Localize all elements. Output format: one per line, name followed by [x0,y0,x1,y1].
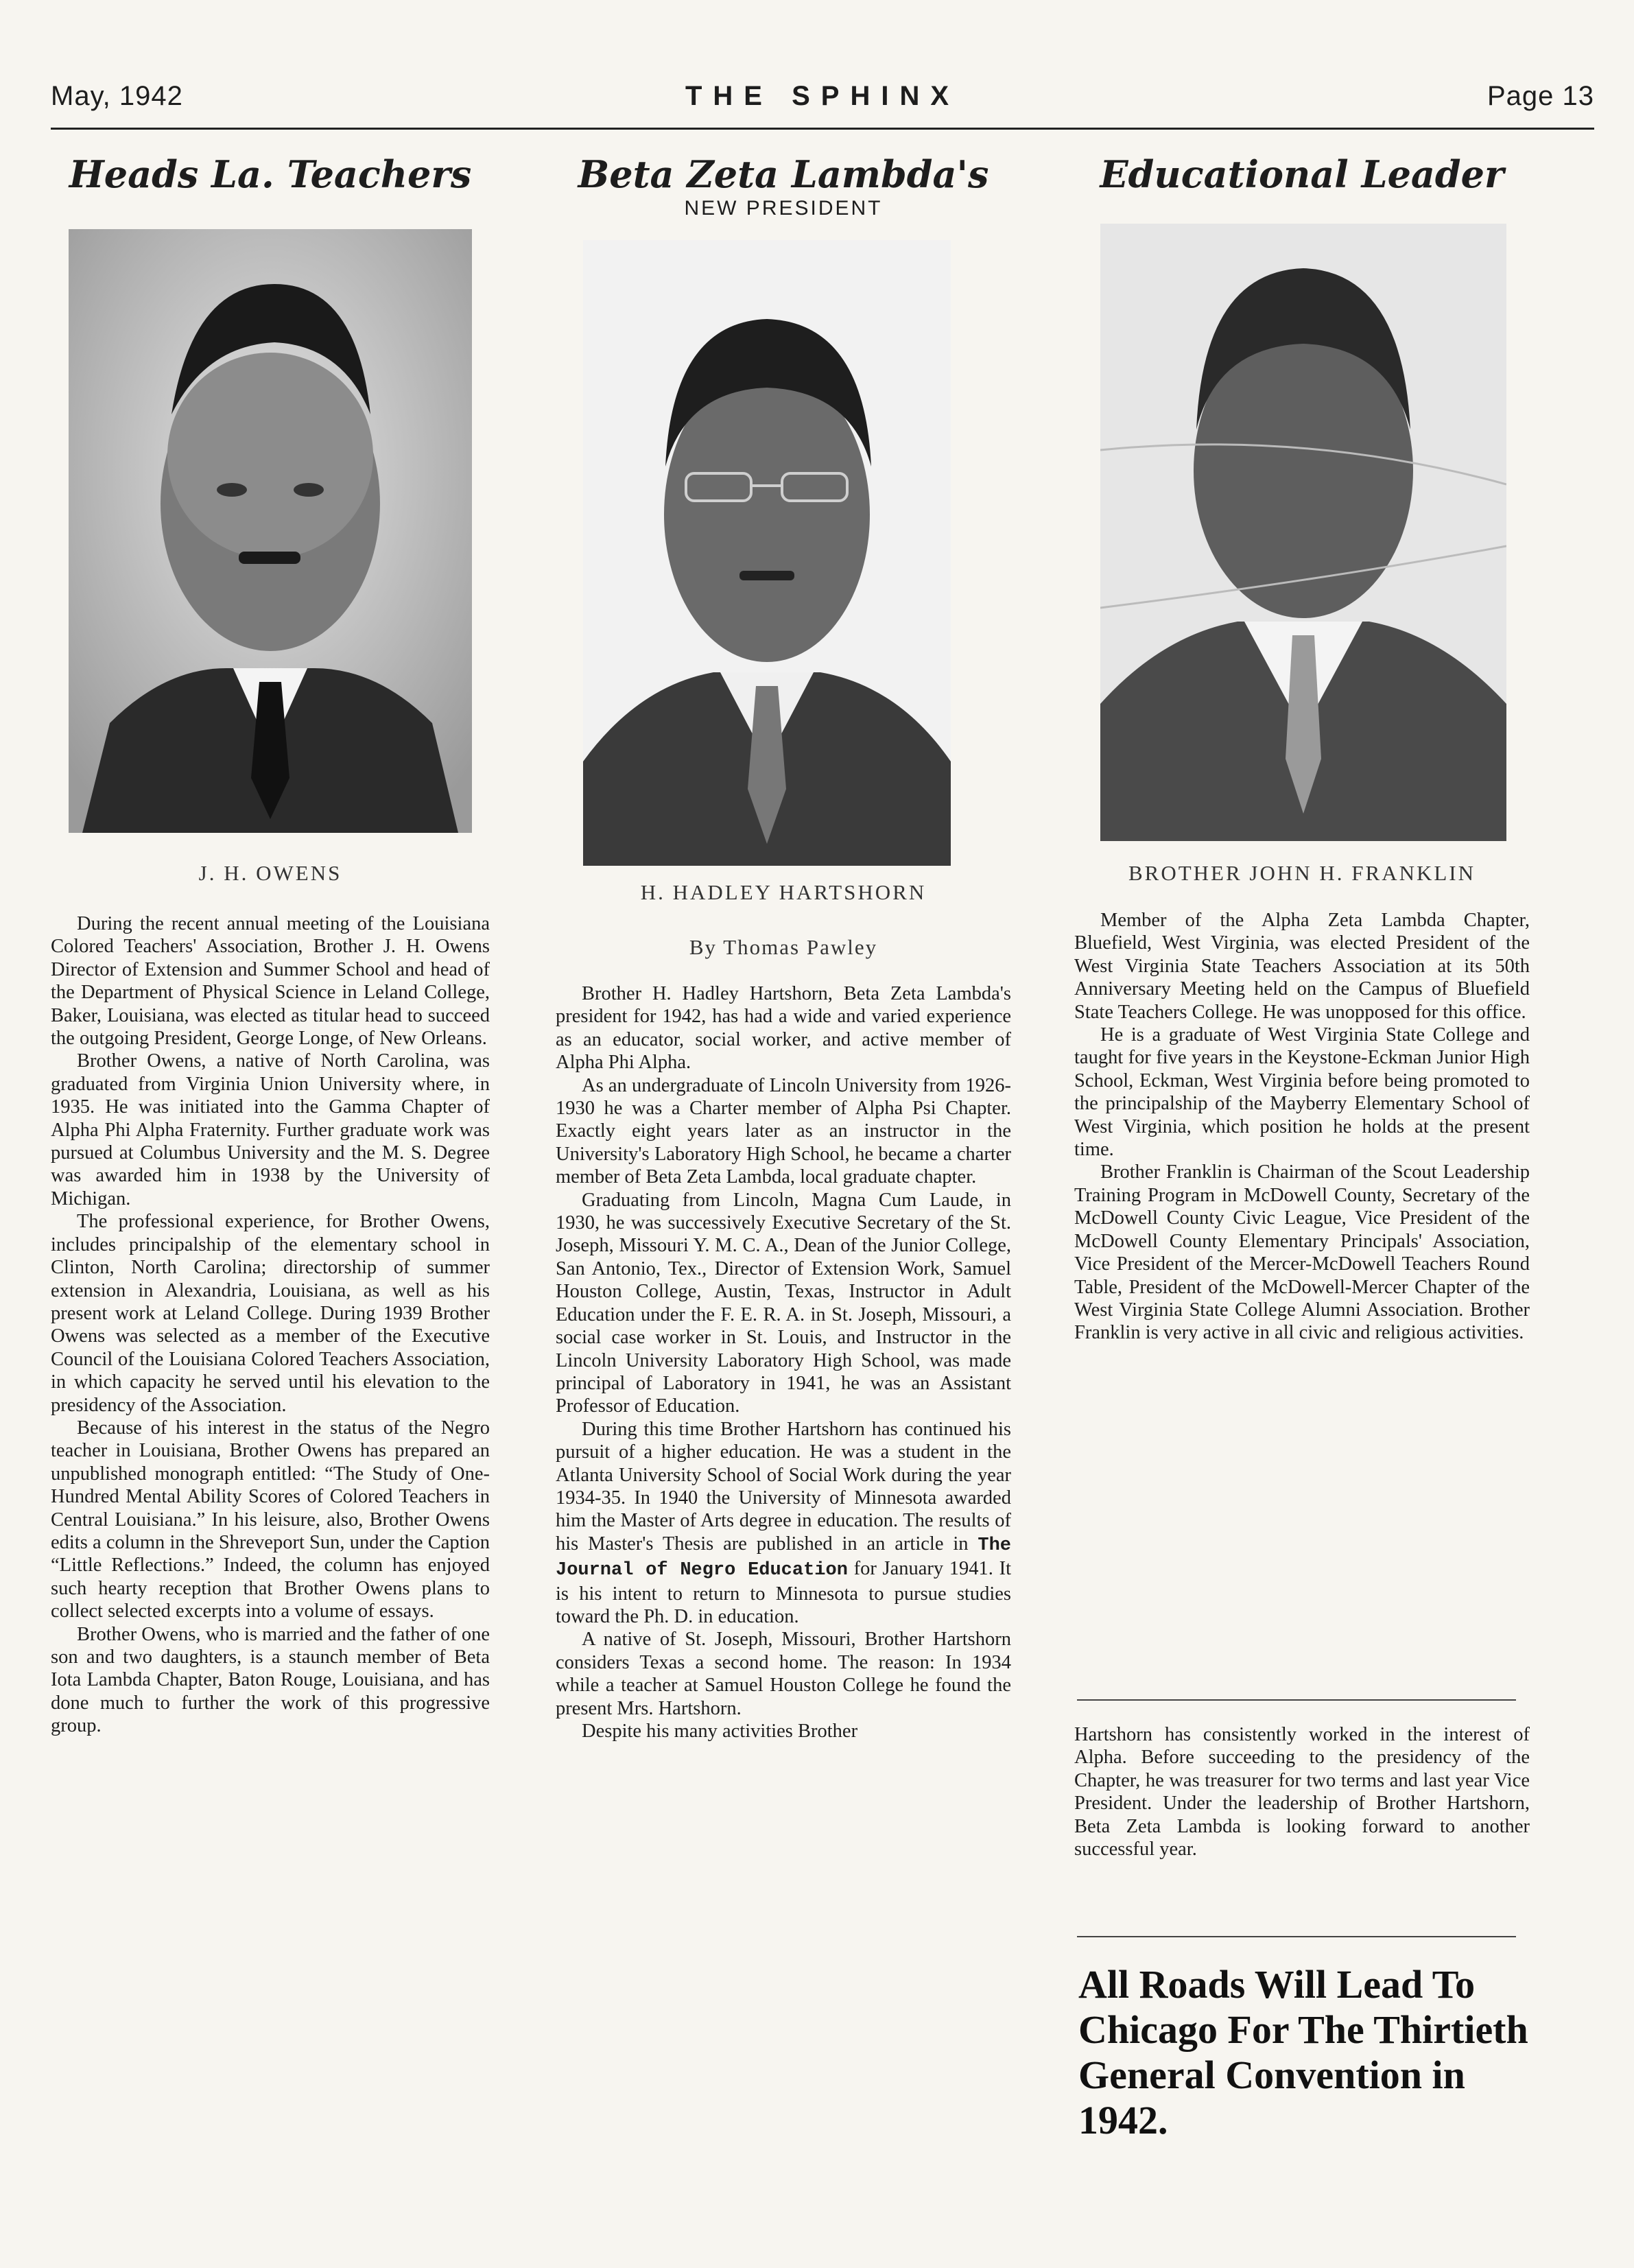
journal-title: The Journal of Negro Education [556,1535,1011,1581]
running-head [51,81,1594,125]
header-rule [51,128,1594,130]
magazine-title: THE SPHINX [685,81,960,111]
divider [1077,1699,1516,1701]
paragraph: During the recent annual meeting of the Louisiana Colored Teachers' Association, Brother J. H. Owens Director of Extension and Summer School and head of the Department of Physical Science in Leland College, Baker, Louisiana, was elected as titular head to succeed the outgoing President, George Longe, of New Orleans. [51,913,490,1050]
paragraph: Despite his many activities Brother [582,1721,858,1742]
headline-owens: Heads La. Teachers [69,152,472,196]
portrait-hartshorn [583,240,951,866]
article-hartshorn [556,137,1011,221]
text: During this time Brother Hartshorn has continued his pursuit of a higher education. He was a student in the Atlanta University School of Social Work during the year 1934-35. In 1940 the University of Minnesota awarded him the Master of Arts degree in education. The results of his Master's Thesis are published in an article in [556,1418,1011,1555]
paragraph: Member of the Alpha Zeta Lambda Chapter, Bluefield, West Virginia, was elected President of the West Virginia State Teachers Association at its 50th Anniversary Meeting held on the Campus of Bluefield State Teachers College. He was unopposed for this office. [1074,910,1530,1023]
body-owens [51,912,490,1738]
caption-hartshorn: H. HADLEY HARTSHORN [640,880,927,904]
text: for January 1941. It is his intent to return to Minnesota to pursue studies toward the Ph. D. in education. [556,1558,1011,1627]
paragraph: Because of his interest in the status of the Negro teacher in Louisiana, Brother Owens has prepared an unpublished monograph entitled: “The Study of One-Hundred Mental Ability Scores of Colored Teachers in Central Louisiana.” In his leisure, also, Brother Owens edits a column in the Shreveport Sun, under the Caption “Little Reflections.” Indeed, the column has enjoyed such hearty reception that Brother Owens plans to collect selected excerpts into a volume of essays. [51,1417,490,1622]
caption-owens: J. H. OWENS [198,861,342,885]
convention-promo: All Roads Will Lead To Chicago For The Thirtieth General Convention in 1942. [1078,1962,1528,2142]
divider [1077,1936,1516,1937]
headline-franklin: Educational Leader [1100,152,1504,196]
article-owens [51,137,490,196]
paragraph: Brother Owens, a native of North Carolina, was graduated from Virginia Union University where, in 1935. He was initiated into the Gamma Chapter of Alpha Phi Alpha Fraternity. Further graduate work was pursued at Columbus University and the M. S. Degree was awarded him in 1938 by the University of Michigan. [51,1050,490,1209]
paragraph: A native of St. Joseph, Missouri, Brother Hartshorn considers Texas a second home. The reason: In 1934 while a teacher at Samuel Houston College he found the present Mrs. Hartshorn. [556,1629,1011,1719]
paragraph: The professional experience, for Brother Owens, includes principalship of the elementary school in Clinton, North Carolina; directorship of summer extension in Alexandria, Louisiana, as well as his present work at Leland College. During 1939 Brother Owens was selected as a member of the Executive Council of the Louisiana Colored Teachers Association, in which capacity he served until his elevation to the presidency of the Association. [51,1211,490,1416]
issue-date: May, 1942 [51,81,183,111]
continuation-hartshorn [1074,1723,1530,1861]
paragraph: Brother H. Hadley Hartshorn, Beta Zeta Lambda's president for 1942, has had a wide and varied experience as an educator, social worker, and active member of Alpha Phi Alpha. [556,983,1011,1074]
paragraph: Hartshorn has consistently worked in the interest of Alpha. Before succeeding to the presidency of the Chapter, he was treasurer for two terms and last year Vice President. Under the leadership of Brother Hartshorn, Beta Zeta Lambda is looking forward to another successful year. [1074,1724,1530,1861]
body-hartshorn [556,982,1011,1743]
paragraph: Graduating from Lincoln, Magna Cum Laude, in 1930, he was successively Executive Secretary of the St. Joseph, Missouri Y. M. C. A., Dean of the Junior College, San Antonio, Tex., Director of Extension Work, Samuel Houston College, Austin, Texas, Instructor in Adult Education under the F. E. R. A. in St. Joseph, Missouri, a social case worker in St. Louis, and Instructor in the Lincoln University Laboratory High School, was made principal of Laboratory in 1941, he was an Assistant Professor of Education. [556,1189,1011,1417]
paragraph: He is a graduate of West Virginia State College and taught for five years in the Keystone-Eckman Junior High School, Eckman, West Virginia before being promoted to the principalship of the Mayberry Elementary School of West Virginia, which position he holds at the present time. [1074,1024,1530,1161]
caption-franklin: BROTHER JOHN H. FRANKLIN [1128,861,1476,885]
paragraph: Brother Owens, who is married and the father of one son and two daughters, is a staunch member of Beta Iota Lambda Chapter, Baton Rouge, Louisiana, and has done much to further the work of this progressive group. [51,1623,490,1737]
portrait-owens [69,229,472,833]
portrait-franklin [1100,224,1506,841]
subhead-hartshorn: NEW PRESIDENT [684,197,883,220]
page-number: Page 13 [1487,81,1594,111]
headline-hartshorn: Beta Zeta Lambda's [578,152,989,196]
body-franklin [1074,909,1530,1345]
paragraph [556,1418,1011,1629]
paragraph: As an undergraduate of Lincoln University from 1926-1930 he was a Charter member of Alpha Psi Chapter. Exactly eight years later as an instructor in the University's Laboratory High School, he became a charter member of Beta Zeta Lambda, local graduate chapter. [556,1074,1011,1188]
paragraph: Brother Franklin is Chairman of the Scout Leadership Training Program in McDowell County, Secretary of the McDowell County Civic League, Vice President of the McDowell County Elementary Principals' Association, Vice President of the Mercer-McDowell Teachers Round Table, President of the McDowell-Mercer Chapter of the West Virginia State College Alumni Association. Brother Franklin is very active in all civic and religious activities. [1074,1161,1530,1344]
byline: By Thomas Pawley [689,935,878,959]
article-franklin [1074,137,1530,196]
